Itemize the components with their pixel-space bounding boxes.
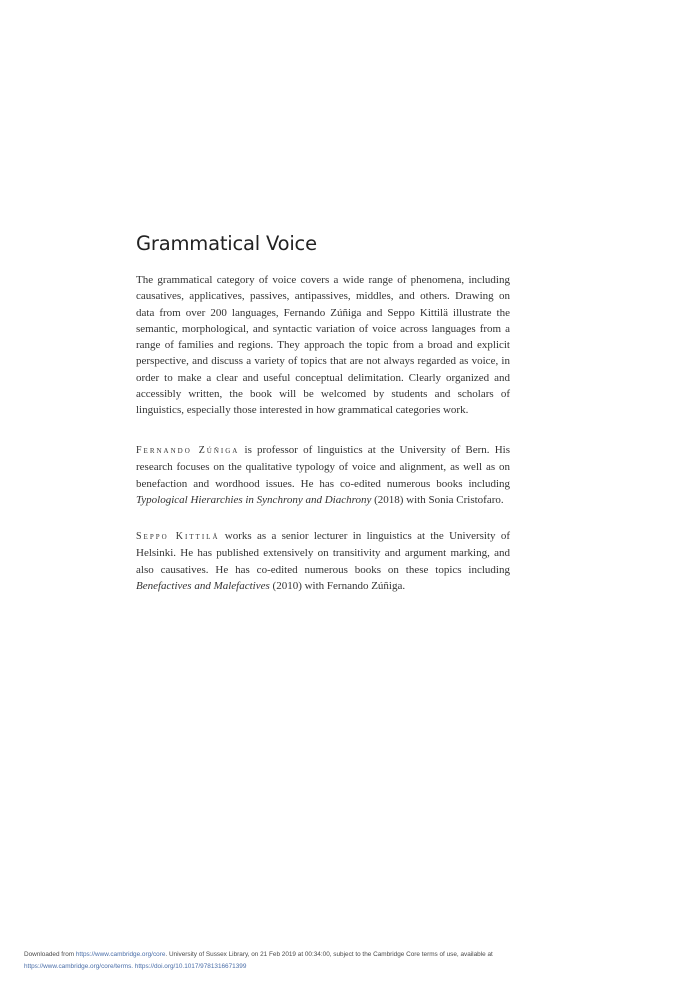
bio-text: works as a senior lecturer in linguistics at the University of Helsinki. He has published extensively on transitivity and argument marking, and also causatives. He has co-edited numerous books on these topics including	[136, 530, 510, 576]
bio-text-end: (2018) with Sonia Cristofaro.	[371, 493, 504, 506]
bio-text: is professor of linguistics at the University of Bern. His research focuses on the qualitative typology of voice and alignment, as well as on benefaction and wordhood issues. He has co-edited numerous books including	[136, 444, 510, 490]
author-bio-zuniga	[136, 442, 510, 508]
book-reference: Typological Hierarchies in Synchrony and Diachrony	[136, 493, 372, 506]
author-bio-kittila	[136, 528, 510, 594]
author-name: Seppo Kittilä	[136, 531, 220, 542]
book-blurb: The grammatical category of voice covers a wide range of phenomena, including causatives, applicatives, passives, antipassives, middles, and others. Drawing on data from over 200 languages, Fernando Zúñiga and Seppo Kittilä illustrate the semantic, morphological, and syntactic variation of voice across languages from a range of families and regions. They approach the topic from a broad and explicit perspective, and discuss a variety of topics that are not always regarded as voice, in order to make a clear and useful conceptual delimitation. Clearly organized and accessibly written, the book will be welcomed by students and scholars of linguistics, especially those interested in how grammatical categories work.	[136, 274, 510, 417]
download-details: . University of Sussex Library, on 21 Feb 2019 at 00:34:00, subject to the Cambridge Core terms of use, available at	[165, 951, 493, 958]
download-notice	[24, 951, 493, 958]
book-reference: Benefactives and Malefactives	[136, 579, 270, 592]
cambridge-core-link[interactable]: https://www.cambridge.org/core	[75, 951, 166, 958]
bio-text-end: (2010) with Fernando Zúñiga.	[269, 579, 406, 592]
book-title: Grammatical Voice	[136, 232, 317, 255]
author-name: Fernando Zúñiga	[136, 445, 240, 456]
terms-notice	[24, 963, 246, 970]
download-prefix: Downloaded from	[24, 951, 76, 958]
terms-doi-link[interactable]: https://www.cambridge.org/core/terms. https://doi.org/10.1017/9781316671399	[24, 963, 247, 970]
